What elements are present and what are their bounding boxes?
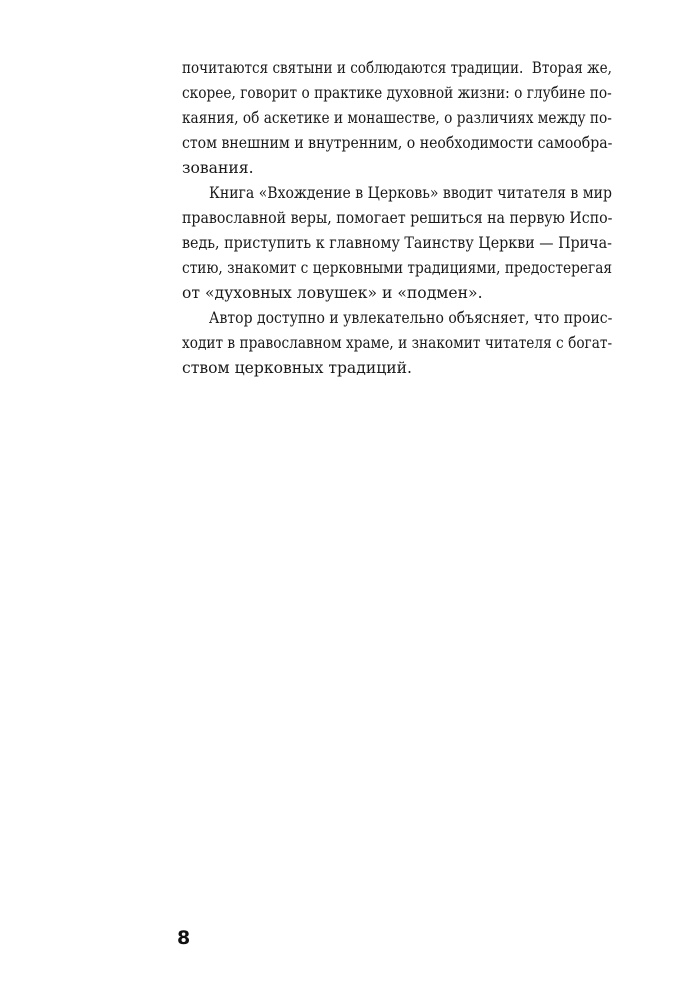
body-text [182, 56, 612, 381]
text-line: каяния, об аскетике и монашестве, о различиях между по- [182, 109, 612, 127]
text-line: ведь, приступить к главному Таинству Церкви — Прича- [182, 234, 612, 252]
text-line: ством церковных традиций. [182, 359, 412, 377]
text-line: ходит в православном храме, и знакомит читателя с богат- [182, 334, 613, 352]
text-line: Книга «Вхождение в Церковь» вводит читателя в мир [208, 184, 613, 202]
text-line: православной веры, помогает решиться на первую Испо- [182, 209, 613, 227]
text-line: стию, знакомит с церковными традициями, предостерегая [182, 259, 613, 277]
text-line: от «духовных ловушек» и «подмен». [182, 284, 483, 302]
text-line: скорее, говорит о практике духовной жизни: о глубине по- [182, 84, 612, 102]
text-line: стом внешним и внутренним, о необходимости самообра- [182, 134, 613, 152]
text-line: зования. [182, 159, 254, 177]
text-line: Автор доступно и увлекательно объясняет, что проис- [208, 309, 613, 327]
page-number: 8 [177, 927, 191, 949]
text-line: почитаются святыни и соблюдаются традиции. Вторая же, [182, 59, 612, 77]
